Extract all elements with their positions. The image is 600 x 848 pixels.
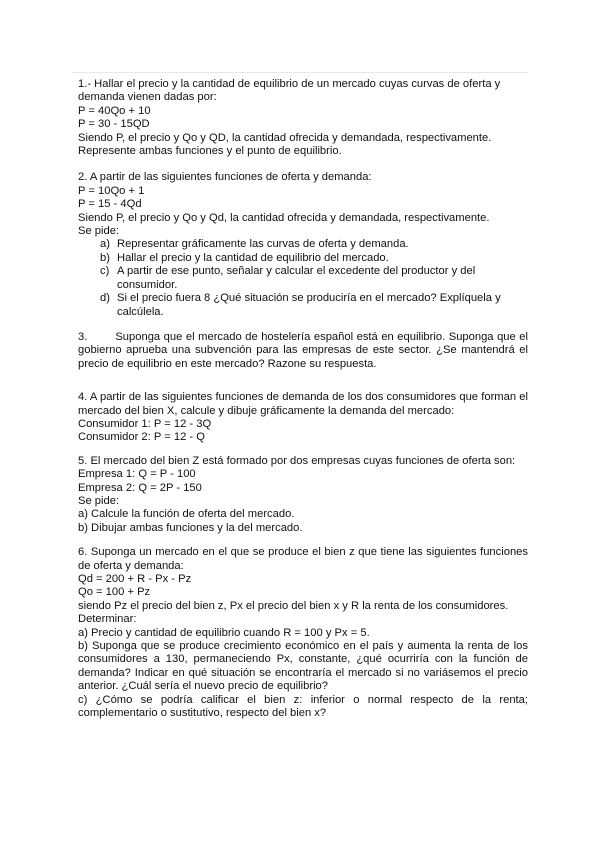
top-divider [72,72,528,73]
q6-part-b: b) Suponga que se produce crecimiento económico en el país y aumenta la renta de los consumidores a 130, permaneciendo Px, constante, ¿qué ocurriría con la función de demanda? Indicar en qué situación se encontraría el mercado si no variásemos el precio anterior. ¿Cuál sería el nuevo precio de equilibrio? [78,640,528,693]
q2-line: 2. A partir de las siguientes funciones de oferta y demanda: [78,171,372,184]
question-6 [78,546,528,720]
q1-line: Siendo P, el precio y Qo y QD, la cantidad ofrecida y demandada, respectivamente. [78,131,492,144]
q3-number: 3. [78,330,88,343]
list-item-text: Hallar el precio y la cantidad de equilibrio del mercado. [117,251,389,264]
question-2 [78,171,528,318]
q1-line: Represente ambas funciones y el punto de equilibrio. [78,145,342,158]
q1-line: demanda vienen dadas por: [78,91,217,104]
q6-line: Qd = 200 + R - Px - Pz [78,573,192,585]
q2-line: Se pide: [78,225,120,238]
list-item-text: Si el precio fuera 8 ¿Qué situación se produciría en el mercado? Explíquela y calcúlela. [117,292,501,318]
q3-text: Suponga que el mercado de hostelería español está en equilibrio. Suponga que el gobierno aprueba una subvención para las empresas de este sector. ¿Se mantendrá el precio de equilibrio en este mercado? Razone su respuesta. [78,330,528,370]
q2-item-list [78,238,528,318]
q6-part-a: a) Precio y cantidad de equilibrio cuando R = 100 y Px = 5. [78,626,370,639]
list-item [100,292,528,319]
q1-line: P = 30 - 15QD [78,118,150,131]
list-item-label: a) [100,238,110,251]
q5-line: Empresa 2: Q = 2P - 150 [78,481,202,494]
q6-determinar: Determinar: [78,613,137,626]
q5-line: a) Calcule la función de oferta del mercado. [78,508,295,521]
q6-part-c: c) ¿Cómo se podría calificar el bien z: inferior o normal respecto de la renta; complementario o sustitutivo, respecto del bien x? [78,693,528,720]
q6-line: Qo = 100 + Pz [78,586,151,599]
q5-text: 5. El mercado del bien Z está formado por dos empresas cuyas funciones de oferta son: [78,454,516,467]
q6-description: siendo Pz el precio del bien z, Px el precio del bien x y R la renta de los consumidores. [78,599,509,612]
question-4 [78,391,528,445]
list-item-label: c) [100,265,110,278]
list-item [100,265,528,292]
q5-line: Se pide: [78,494,120,507]
q6-text: 6. Suponga un mercado en el que se produce el bien z que tiene las siguientes funciones de oferta y demanda: [78,546,528,572]
list-item-text: A partir de ese punto, señalar y calcular el excedente del productor y del consumidor. [117,265,476,291]
q2-line: Siendo P, el precio y Qo y Qd, la cantidad ofrecida y demandada, respectivamente. [78,211,490,224]
q4-text: 4. A partir de las siguientes funciones de demanda de los dos consumidores que forman el mercado del bien X, calcule y dibuje gráficamente la demanda del mercado: [78,391,528,417]
q5-line: b) Dibujar ambas funciones y la del mercado. [78,521,303,534]
q2-line: P = 15 - 4Qd [78,198,142,211]
q5-line: Empresa 1: Q = P - 100 [78,468,196,481]
list-item-label: b) [100,251,110,264]
question-1 [78,78,528,158]
list-item [100,252,528,265]
list-item-text: Representar gráficamente las curvas de oferta y demanda. [117,238,409,251]
q1-line: 1.- Hallar el precio y la cantidad de equilibrio de un mercado cuyas curvas de oferta y [78,78,501,90]
q4-line: Consumidor 2: P = 12 - Q [78,431,205,444]
q4-line: Consumidor 1: P = 12 - 3Q [78,417,212,430]
q2-line: P = 10Qo + 1 [78,184,145,197]
question-5 [78,455,528,535]
list-item [100,238,528,251]
q1-line: P = 40Qo + 10 [78,104,151,117]
question-3 [78,331,528,371]
list-item-label: d) [100,292,110,305]
